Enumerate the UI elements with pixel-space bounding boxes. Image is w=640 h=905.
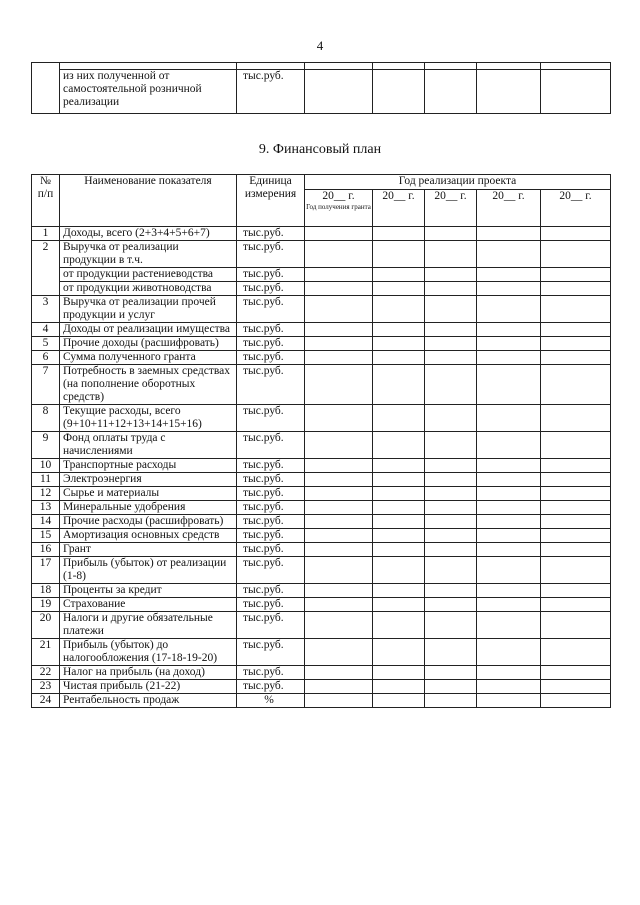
value-cell[interactable] xyxy=(305,515,373,529)
value-cell[interactable] xyxy=(477,680,541,694)
value-cell[interactable] xyxy=(373,351,425,365)
row-name: Сырье и материалы xyxy=(60,487,237,501)
value-cell[interactable] xyxy=(305,584,373,598)
value-cell[interactable] xyxy=(425,666,477,680)
row-name: Выручка от реализации продукции в т.ч. xyxy=(60,241,237,268)
value-cell[interactable] xyxy=(373,268,425,282)
row-unit: тыс.руб. xyxy=(237,529,305,543)
value-cell[interactable] xyxy=(305,666,373,680)
value-cell[interactable] xyxy=(477,473,541,487)
value-cell[interactable] xyxy=(373,557,425,584)
table-row xyxy=(32,227,611,241)
value-cell[interactable] xyxy=(541,241,611,268)
value-cell[interactable] xyxy=(541,268,611,282)
value-cell[interactable] xyxy=(373,529,425,543)
value-cell[interactable] xyxy=(541,473,611,487)
row-unit: % xyxy=(237,694,305,708)
value-cell[interactable] xyxy=(305,241,373,268)
value-cell[interactable] xyxy=(541,323,611,337)
row-name: Амортизация основных средств xyxy=(60,529,237,543)
row-unit: тыс.руб. xyxy=(237,296,305,323)
value-cell[interactable] xyxy=(477,666,541,680)
table-row xyxy=(32,473,611,487)
value-cell[interactable] xyxy=(477,365,541,405)
row-unit: тыс.руб. xyxy=(237,227,305,241)
value-cell[interactable] xyxy=(425,543,477,557)
blank-cell xyxy=(477,63,541,70)
row-unit: тыс.руб. xyxy=(237,337,305,351)
value-cell[interactable] xyxy=(373,227,425,241)
blank-cell xyxy=(60,63,237,70)
row-name: Налог на прибыль (на доход) xyxy=(60,666,237,680)
page-number: 4 xyxy=(316,38,324,53)
header-year-4: 20__ г. xyxy=(477,190,541,227)
value-cell[interactable] xyxy=(425,323,477,337)
row-name: Доходы от реализации имущества xyxy=(60,323,237,337)
value-cell[interactable] xyxy=(373,680,425,694)
row-unit: тыс.руб. xyxy=(237,432,305,459)
header-period: Год реализации проекта xyxy=(305,175,611,190)
row-number: 14 xyxy=(32,515,60,529)
row-number: 22 xyxy=(32,666,60,680)
value-cell[interactable] xyxy=(425,432,477,459)
value-cell[interactable] xyxy=(477,584,541,598)
value-cell[interactable] xyxy=(541,337,611,351)
value-cell[interactable] xyxy=(305,351,373,365)
value-cell[interactable] xyxy=(425,268,477,282)
value-cell[interactable] xyxy=(373,323,425,337)
row-unit: тыс.руб. xyxy=(237,612,305,639)
value-cell[interactable] xyxy=(477,227,541,241)
value-cell[interactable] xyxy=(477,543,541,557)
value-cell[interactable] xyxy=(425,515,477,529)
value-cell[interactable] xyxy=(477,529,541,543)
value-cell[interactable] xyxy=(541,282,611,296)
value-cell[interactable] xyxy=(425,612,477,639)
value-cell[interactable] xyxy=(305,268,373,282)
value-cell[interactable] xyxy=(541,666,611,680)
blank-cell xyxy=(305,63,373,70)
row-name: Потребность в заемных средствах (на пополнение оборотных средств) xyxy=(60,365,237,405)
value-cell[interactable] xyxy=(373,473,425,487)
row-name: Фонд оплаты труда с начислениями xyxy=(60,432,237,459)
row-name: от продукции растениеводства xyxy=(60,268,237,282)
value-cell[interactable] xyxy=(373,515,425,529)
table-row xyxy=(32,432,611,459)
blank-cell xyxy=(373,63,425,70)
row-unit: тыс.руб. xyxy=(237,598,305,612)
value-cell[interactable] xyxy=(425,529,477,543)
value-cell[interactable] xyxy=(541,529,611,543)
value-cell[interactable] xyxy=(425,584,477,598)
row-name: Проценты за кредит xyxy=(60,584,237,598)
row-unit: тыс.руб. xyxy=(237,268,305,282)
value-cell[interactable] xyxy=(305,680,373,694)
value-cell[interactable] xyxy=(373,241,425,268)
value-cell[interactable] xyxy=(425,227,477,241)
value-cell[interactable] xyxy=(373,296,425,323)
table-row xyxy=(32,241,611,268)
value-cell[interactable] xyxy=(541,557,611,584)
value-cell[interactable] xyxy=(425,241,477,268)
value-cell[interactable] xyxy=(305,557,373,584)
table-row xyxy=(32,351,611,365)
table-row xyxy=(32,543,611,557)
value-cell[interactable] xyxy=(305,323,373,337)
table-row xyxy=(32,296,611,323)
row-number: 15 xyxy=(32,529,60,543)
grant-year-note: Год получения гранта xyxy=(306,203,371,211)
value-cell[interactable] xyxy=(425,487,477,501)
row-number: 19 xyxy=(32,598,60,612)
header-year-3: 20__ г. xyxy=(425,190,477,227)
table-row xyxy=(32,487,611,501)
row-unit: тыс.руб. xyxy=(237,584,305,598)
value-cell[interactable] xyxy=(541,543,611,557)
row-unit: тыс.руб. xyxy=(237,365,305,405)
value-cell[interactable] xyxy=(305,365,373,405)
value-cell[interactable] xyxy=(425,70,477,114)
row-number: 4 xyxy=(32,323,60,337)
row-number: 21 xyxy=(32,639,60,666)
header-year-2: 20__ г. xyxy=(373,190,425,227)
header-unit: Единица измерения xyxy=(237,175,305,227)
value-cell[interactable] xyxy=(373,337,425,351)
row-name: Текущие расходы, всего (9+10+11+12+13+14+15+16) xyxy=(60,405,237,432)
value-cell[interactable] xyxy=(373,459,425,473)
row-unit: тыс.руб. xyxy=(237,515,305,529)
row-name: Страхование xyxy=(60,598,237,612)
value-cell[interactable] xyxy=(373,282,425,296)
value-cell[interactable] xyxy=(373,584,425,598)
row-number: 24 xyxy=(32,694,60,708)
value-cell[interactable] xyxy=(373,694,425,708)
row-number: 5 xyxy=(32,337,60,351)
value-cell[interactable] xyxy=(477,557,541,584)
row-name: Грант xyxy=(60,543,237,557)
value-cell[interactable] xyxy=(477,612,541,639)
row-name: Чистая прибыль (21-22) xyxy=(60,680,237,694)
value-cell[interactable] xyxy=(305,501,373,515)
row-unit: тыс.руб. xyxy=(237,501,305,515)
row-number: 16 xyxy=(32,543,60,557)
value-cell[interactable] xyxy=(425,473,477,487)
value-cell[interactable] xyxy=(477,282,541,296)
value-cell[interactable] xyxy=(477,405,541,432)
table-row xyxy=(32,365,611,405)
value-cell[interactable] xyxy=(425,459,477,473)
value-cell[interactable] xyxy=(541,227,611,241)
value-cell[interactable] xyxy=(541,405,611,432)
header-num: № п/п xyxy=(32,175,60,227)
value-cell[interactable] xyxy=(373,612,425,639)
value-cell[interactable] xyxy=(477,694,541,708)
row-name: Прибыль (убыток) от реализации (1-8) xyxy=(60,557,237,584)
value-cell[interactable] xyxy=(305,473,373,487)
value-cell[interactable] xyxy=(541,612,611,639)
row-number: 7 xyxy=(32,365,60,405)
value-cell[interactable] xyxy=(541,351,611,365)
value-cell[interactable] xyxy=(477,487,541,501)
value-cell[interactable] xyxy=(477,296,541,323)
value-cell[interactable] xyxy=(373,70,425,114)
value-cell[interactable] xyxy=(541,70,611,114)
value-cell[interactable] xyxy=(305,612,373,639)
table-row xyxy=(32,337,611,351)
value-cell[interactable] xyxy=(425,557,477,584)
row-number: 10 xyxy=(32,459,60,473)
row-unit: тыс.руб. xyxy=(237,487,305,501)
year-label: 20__ г. xyxy=(322,190,355,202)
row-name: Электроэнергия xyxy=(60,473,237,487)
value-cell[interactable] xyxy=(425,680,477,694)
value-cell[interactable] xyxy=(305,296,373,323)
row-name: Минеральные удобрения xyxy=(60,501,237,515)
value-cell[interactable] xyxy=(305,529,373,543)
value-cell[interactable] xyxy=(425,639,477,666)
value-cell[interactable] xyxy=(425,694,477,708)
row-unit: тыс.руб. xyxy=(237,473,305,487)
value-cell[interactable] xyxy=(373,598,425,612)
value-cell[interactable] xyxy=(425,296,477,323)
value-cell[interactable] xyxy=(477,515,541,529)
value-cell[interactable] xyxy=(425,598,477,612)
blank-cell xyxy=(425,63,477,70)
row-number: 17 xyxy=(32,557,60,584)
value-cell[interactable] xyxy=(425,337,477,351)
row-name: Доходы, всего (2+3+4+5+6+7) xyxy=(60,227,237,241)
header-year-1 xyxy=(305,190,373,227)
row-name: Налоги и другие обязательные платежи xyxy=(60,612,237,639)
value-cell[interactable] xyxy=(373,365,425,405)
financial-plan-table xyxy=(31,174,611,708)
row-name: Рентабельность продаж xyxy=(60,694,237,708)
value-cell[interactable] xyxy=(541,487,611,501)
row-name: Прочие расходы (расшифровать) xyxy=(60,515,237,529)
value-cell[interactable] xyxy=(541,459,611,473)
value-cell[interactable] xyxy=(305,70,373,114)
table-row xyxy=(32,680,611,694)
table-row xyxy=(32,666,611,680)
table-row xyxy=(32,282,611,296)
value-cell[interactable] xyxy=(305,543,373,557)
table-row xyxy=(32,529,611,543)
value-cell[interactable] xyxy=(305,432,373,459)
value-cell[interactable] xyxy=(477,639,541,666)
row-number: 8 xyxy=(32,405,60,432)
table-row xyxy=(32,612,611,639)
value-cell[interactable] xyxy=(305,405,373,432)
value-cell[interactable] xyxy=(541,598,611,612)
value-cell[interactable] xyxy=(373,543,425,557)
row-name: Прибыль (убыток) до налогообложения (17-18-19-20) xyxy=(60,639,237,666)
value-cell[interactable] xyxy=(477,70,541,114)
blank-cell xyxy=(237,63,305,70)
row-number: 1 xyxy=(32,227,60,241)
value-cell[interactable] xyxy=(477,459,541,473)
table-row xyxy=(32,694,611,708)
table-row xyxy=(32,323,611,337)
value-cell[interactable] xyxy=(373,501,425,515)
row-name: из них полученной от самостоятельной розничной реализации xyxy=(60,70,237,114)
value-cell[interactable] xyxy=(541,501,611,515)
continuation-table xyxy=(31,62,611,114)
value-cell[interactable] xyxy=(305,487,373,501)
row-unit: тыс.руб. xyxy=(237,680,305,694)
blank-cell xyxy=(541,63,611,70)
value-cell[interactable] xyxy=(477,323,541,337)
value-cell[interactable] xyxy=(305,694,373,708)
value-cell[interactable] xyxy=(541,680,611,694)
value-cell[interactable] xyxy=(305,337,373,351)
row-unit: тыс.руб. xyxy=(237,459,305,473)
value-cell[interactable] xyxy=(425,365,477,405)
value-cell[interactable] xyxy=(541,296,611,323)
value-cell[interactable] xyxy=(373,487,425,501)
value-cell[interactable] xyxy=(425,405,477,432)
value-cell[interactable] xyxy=(373,639,425,666)
value-cell[interactable] xyxy=(541,639,611,666)
value-cell[interactable] xyxy=(305,598,373,612)
row-name: Выручка от реализации прочей продукции и услуг xyxy=(60,296,237,323)
value-cell[interactable] xyxy=(425,282,477,296)
table-row xyxy=(32,598,611,612)
row-unit: тыс.руб. xyxy=(237,70,305,114)
row-number: 20 xyxy=(32,612,60,639)
table-row xyxy=(32,515,611,529)
header-name: Наименование показателя xyxy=(60,175,237,227)
blank-cell xyxy=(32,63,60,114)
value-cell[interactable] xyxy=(373,405,425,432)
value-cell[interactable] xyxy=(541,365,611,405)
value-cell[interactable] xyxy=(477,598,541,612)
value-cell[interactable] xyxy=(373,432,425,459)
value-cell[interactable] xyxy=(541,694,611,708)
value-cell[interactable] xyxy=(305,639,373,666)
table-row xyxy=(32,639,611,666)
row-number: 23 xyxy=(32,680,60,694)
row-number: 11 xyxy=(32,473,60,487)
row-number: 18 xyxy=(32,584,60,598)
row-number: 9 xyxy=(32,432,60,459)
value-cell[interactable] xyxy=(477,337,541,351)
table-row xyxy=(32,501,611,515)
row-unit: тыс.руб. xyxy=(237,543,305,557)
value-cell[interactable] xyxy=(477,501,541,515)
table-row xyxy=(32,459,611,473)
row-name: Прочие доходы (расшифровать) xyxy=(60,337,237,351)
table-row xyxy=(32,557,611,584)
row-unit: тыс.руб. xyxy=(237,557,305,584)
value-cell[interactable] xyxy=(477,241,541,268)
section-title: 9. Финансовый план xyxy=(258,142,382,157)
value-cell[interactable] xyxy=(541,432,611,459)
row-unit: тыс.руб. xyxy=(237,639,305,666)
table-row xyxy=(32,268,611,282)
row-number: 2 xyxy=(32,241,60,296)
header-year-5: 20__ г. xyxy=(541,190,611,227)
value-cell[interactable] xyxy=(305,282,373,296)
row-unit: тыс.руб. xyxy=(237,666,305,680)
value-cell[interactable] xyxy=(477,351,541,365)
table-row xyxy=(32,584,611,598)
value-cell[interactable] xyxy=(477,432,541,459)
value-cell[interactable] xyxy=(541,584,611,598)
row-unit: тыс.руб. xyxy=(237,405,305,432)
value-cell[interactable] xyxy=(373,666,425,680)
row-number: 13 xyxy=(32,501,60,515)
row-number: 6 xyxy=(32,351,60,365)
row-name: Транспортные расходы xyxy=(60,459,237,473)
row-unit: тыс.руб. xyxy=(237,282,305,296)
value-cell[interactable] xyxy=(425,351,477,365)
row-name: от продукции животноводства xyxy=(60,282,237,296)
row-name: Сумма полученного гранта xyxy=(60,351,237,365)
value-cell[interactable] xyxy=(305,227,373,241)
row-unit: тыс.руб. xyxy=(237,323,305,337)
value-cell[interactable] xyxy=(541,515,611,529)
value-cell[interactable] xyxy=(477,268,541,282)
row-unit: тыс.руб. xyxy=(237,241,305,268)
row-unit: тыс.руб. xyxy=(237,351,305,365)
row-number: 3 xyxy=(32,296,60,323)
value-cell[interactable] xyxy=(305,459,373,473)
table-row xyxy=(32,405,611,432)
value-cell[interactable] xyxy=(425,501,477,515)
row-number: 12 xyxy=(32,487,60,501)
